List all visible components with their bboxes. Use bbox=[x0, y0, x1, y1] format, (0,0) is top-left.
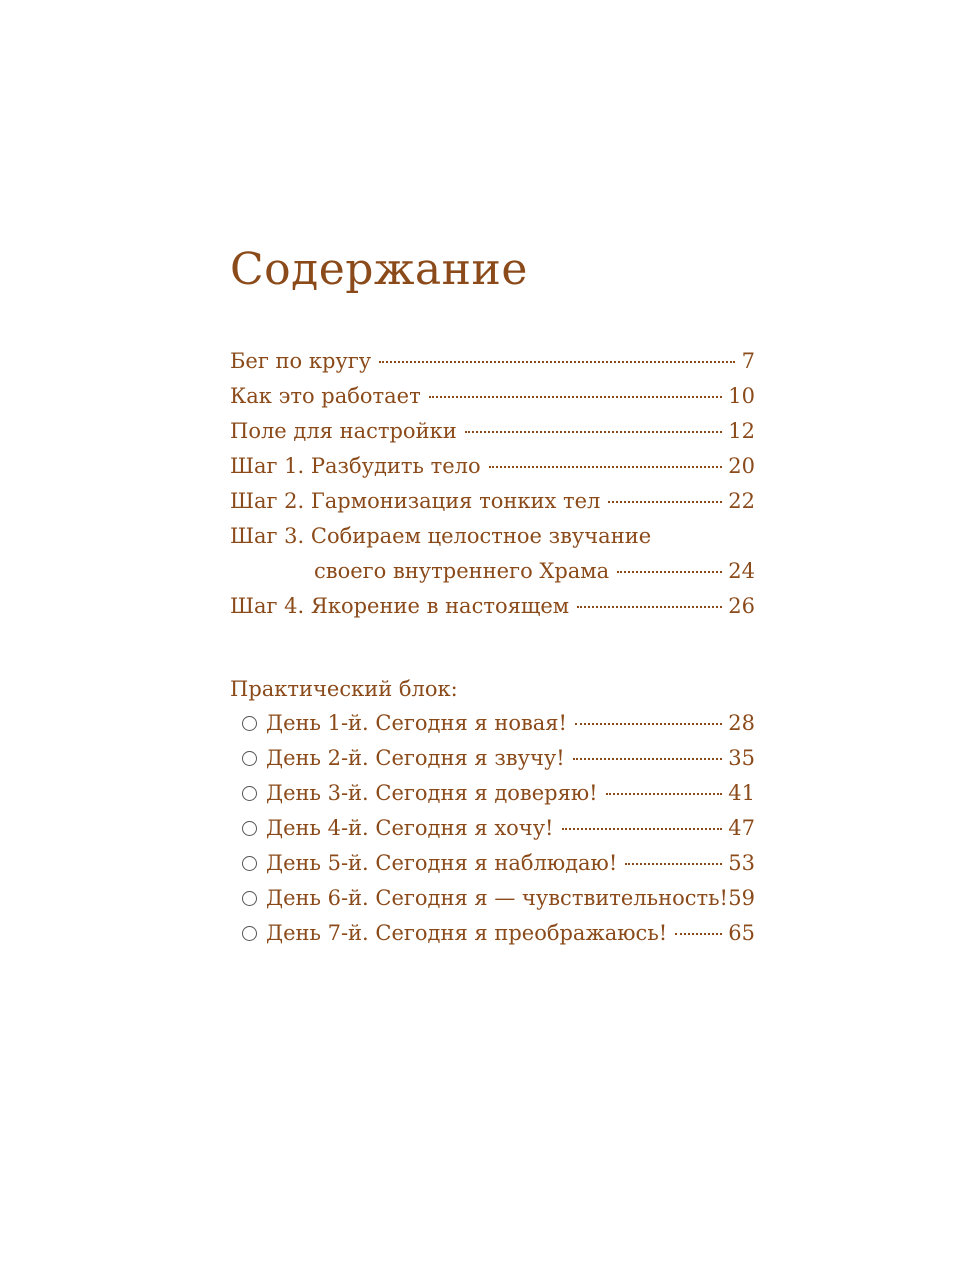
dot-leader bbox=[575, 723, 722, 725]
circle-bullet-icon bbox=[242, 786, 257, 801]
entry-label: День 4-й. Сегодня я хочу! bbox=[266, 816, 554, 840]
practice-entry[interactable] bbox=[230, 916, 755, 951]
circle-bullet-icon bbox=[242, 751, 257, 766]
entry-label: День 2-й. Сегодня я звучу! bbox=[266, 746, 565, 770]
toc-entry[interactable] bbox=[230, 449, 755, 484]
circle-bullet-icon bbox=[242, 926, 257, 941]
page-number: 47 bbox=[728, 816, 755, 840]
toc-entry[interactable] bbox=[230, 344, 755, 379]
page-number: 20 bbox=[728, 454, 755, 478]
dot-leader bbox=[625, 863, 722, 865]
dot-leader bbox=[465, 431, 723, 433]
dot-leader bbox=[675, 933, 722, 935]
page-number: 10 bbox=[728, 384, 755, 408]
entry-label: Шаг 4. Якорение в настоящем bbox=[230, 594, 570, 618]
entry-label: День 7-й. Сегодня я преображаюсь! bbox=[266, 921, 668, 945]
page-number: 22 bbox=[728, 489, 755, 513]
dot-leader bbox=[573, 758, 723, 760]
practice-entry[interactable] bbox=[230, 741, 755, 776]
toc-entry[interactable] bbox=[230, 554, 755, 589]
practice-entry[interactable] bbox=[230, 706, 755, 741]
page-number: 24 bbox=[728, 559, 755, 583]
entry-label: Шаг 2. Гармонизация тонких тел bbox=[230, 489, 601, 513]
practice-entry[interactable] bbox=[230, 776, 755, 811]
entry-label: своего внутреннего Храма bbox=[314, 559, 610, 583]
entry-label: Бег по кругу bbox=[230, 349, 372, 373]
page-number: 12 bbox=[728, 419, 755, 443]
page-number: 59 bbox=[728, 886, 755, 910]
page-number: 28 bbox=[728, 711, 755, 735]
toc-entry[interactable] bbox=[230, 414, 755, 449]
circle-bullet-icon bbox=[242, 821, 257, 836]
page-number: 35 bbox=[728, 746, 755, 770]
circle-bullet-icon bbox=[242, 856, 257, 871]
entry-label: День 3-й. Сегодня я доверяю! bbox=[266, 781, 598, 805]
page-title: Содержание bbox=[230, 244, 528, 295]
practice-block-list bbox=[230, 706, 755, 951]
page-number: 41 bbox=[728, 781, 755, 805]
dot-leader bbox=[489, 466, 723, 468]
circle-bullet-icon bbox=[242, 716, 257, 731]
toc-entry[interactable] bbox=[230, 519, 755, 554]
page-number: 65 bbox=[728, 921, 755, 945]
practice-entry[interactable] bbox=[230, 811, 755, 846]
dot-leader bbox=[617, 571, 722, 573]
toc-entry[interactable] bbox=[230, 589, 755, 624]
page-number: 7 bbox=[741, 349, 755, 373]
dot-leader bbox=[379, 361, 735, 363]
entry-label: День 5-й. Сегодня я наблюдаю! bbox=[266, 851, 618, 875]
dot-leader bbox=[577, 606, 722, 608]
practice-block-heading: Практический блок: bbox=[230, 677, 458, 701]
table-of-contents bbox=[230, 344, 755, 624]
entry-label: День 1-й. Сегодня я новая! bbox=[266, 711, 567, 735]
practice-entry[interactable] bbox=[230, 846, 755, 881]
circle-bullet-icon bbox=[242, 891, 257, 906]
practice-entry[interactable] bbox=[230, 881, 755, 916]
dot-leader bbox=[606, 793, 723, 795]
entry-label: Шаг 3. Собираем целостное звучание bbox=[230, 524, 652, 548]
page-number: 53 bbox=[728, 851, 755, 875]
entry-label: Поле для настройки bbox=[230, 419, 457, 443]
dot-leader bbox=[562, 828, 723, 830]
entry-label: Шаг 1. Разбудить тело bbox=[230, 454, 481, 478]
dot-leader bbox=[608, 501, 722, 503]
entry-label: Как это работает bbox=[230, 384, 421, 408]
page-number: 26 bbox=[728, 594, 755, 618]
toc-entry[interactable] bbox=[230, 484, 755, 519]
toc-entry[interactable] bbox=[230, 379, 755, 414]
entry-label: День 6-й. Сегодня я — чувствительность! bbox=[266, 886, 728, 910]
dot-leader bbox=[429, 396, 723, 398]
